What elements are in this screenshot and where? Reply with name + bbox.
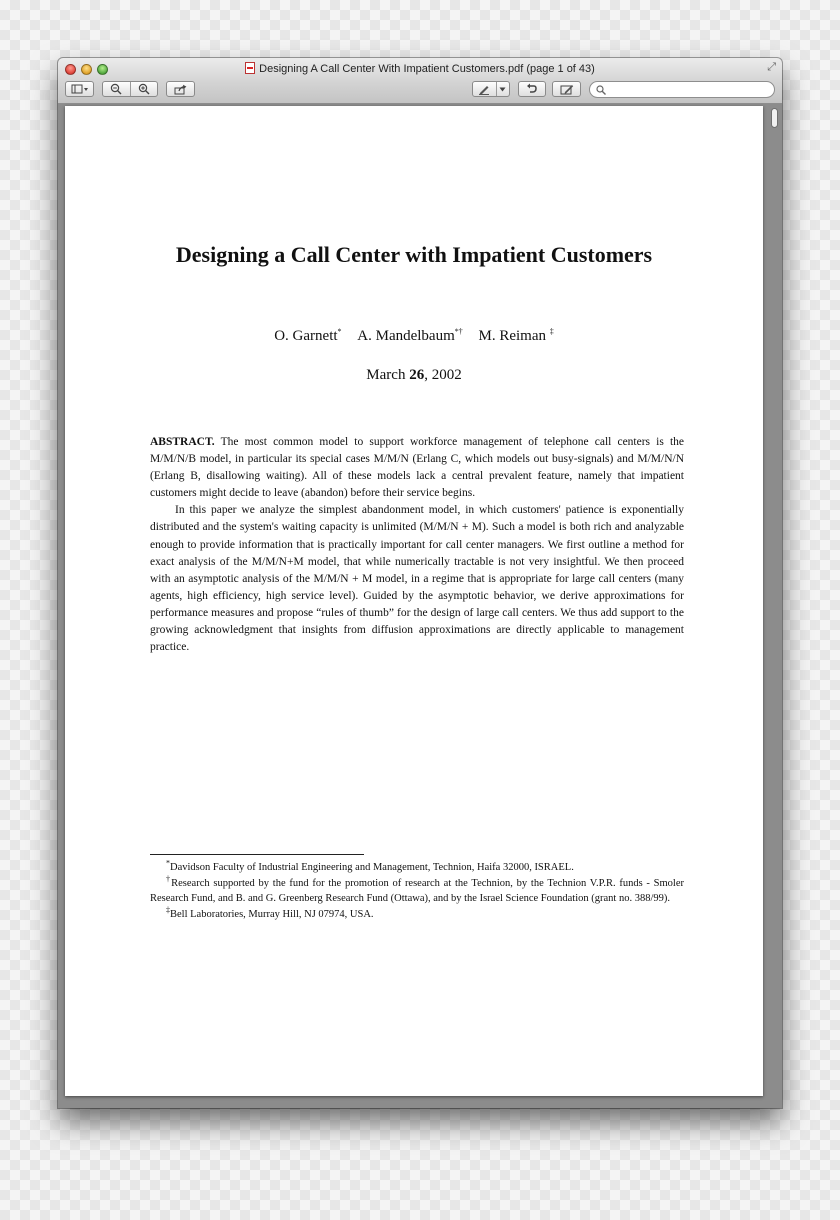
author-name: M. Reiman xyxy=(478,328,547,344)
footnote xyxy=(150,876,684,907)
sidebar-view-button[interactable] xyxy=(65,81,94,97)
annotate-button[interactable] xyxy=(472,81,510,97)
date-day: 26 xyxy=(409,367,425,383)
footnote-mark: † xyxy=(166,874,172,883)
footnotes xyxy=(150,860,684,922)
zoom-in-button[interactable] xyxy=(131,82,158,96)
annotate-pen[interactable] xyxy=(473,82,496,96)
abstract xyxy=(150,434,684,656)
abstract-paragraph xyxy=(150,434,684,502)
window-title: Designing A Call Center With Impatient Customers.pdf (page 1 of 43) xyxy=(259,63,595,75)
document-date: March 26, 2002 xyxy=(366,367,462,383)
footnote xyxy=(150,860,684,876)
zoom-out-icon xyxy=(110,83,122,95)
footnote-text: Research supported by the fund for the promotion of research at the Technion, by the Technion V.P.R. funds - Smoler Research Fund, and B. and G. Greenberg Research Fund (Ottawa), and by the Israel Science Foundation (grant no. 388/99). xyxy=(150,877,685,904)
footnote-text: Bell Laboratories, Murray Hill, NJ 07974, USA. xyxy=(170,908,374,920)
search-icon xyxy=(596,85,606,95)
footnote-mark: ‡ xyxy=(166,905,170,914)
zoom-in-icon xyxy=(138,83,150,95)
author-mark: ‡ xyxy=(549,327,554,336)
pen-icon xyxy=(478,84,490,95)
search-input[interactable] xyxy=(609,84,769,95)
abstract-paragraph: In this paper we analyze the simplest abandonment model, in which customers' patience is exponentially distributed and the system's waiting capacity is unlimited (M/M/N + M). Such a model is both rich and analyzable enough to provide information that is practically important for call center managers. We first outline a method for exact analysis of the M/M/N+M model, that while numerically tractable is not very insightful. We then proceed with an asymptotic analysis of the M/M/N + M model, in a regime that is appropriate for large call centers (many agents, high efficiency, high service level). Guided by the asymptotic behavior, we derive approximations for performance measures and propose “rules of thumb” for the design of large call centers. We thus add support to the growing acknowledgment that insights from diffusion approximations are directly applicable to management practice. xyxy=(150,504,684,654)
fullscreen-icon[interactable]: ⤢ xyxy=(767,61,776,73)
vertical-scrollbar[interactable] xyxy=(769,104,780,1108)
share-icon xyxy=(174,84,187,95)
edit-toolbar-button[interactable] xyxy=(552,81,581,97)
footnote-rule xyxy=(150,854,364,855)
pdf-file-icon xyxy=(245,62,255,74)
author-name: O. Garnett xyxy=(274,328,338,344)
annotate-menu[interactable] xyxy=(497,82,509,96)
chevron-down-icon xyxy=(499,87,506,92)
footnote xyxy=(150,907,684,923)
preview-window xyxy=(58,58,782,1108)
scrollbar-thumb[interactable] xyxy=(771,108,778,128)
rotate-icon xyxy=(526,83,538,95)
author-mark: * xyxy=(337,327,342,336)
date-month: March xyxy=(366,367,406,383)
document-view[interactable] xyxy=(58,104,782,1108)
zoom-out-button[interactable] xyxy=(103,82,130,96)
window-title-wrap xyxy=(58,62,782,75)
footnote-text: Davidson Faculty of Industrial Engineering and Management, Technion, Haifa 32000, ISRAEL. xyxy=(170,862,574,873)
edit-icon xyxy=(560,84,574,95)
document-title: Designing a Call Center with Impatient Customers xyxy=(175,242,653,267)
author-name: A. Mandelbaum xyxy=(357,328,455,344)
author-mark: *† xyxy=(454,327,463,336)
author xyxy=(357,328,462,344)
zoom-button-group xyxy=(102,81,158,97)
share-button[interactable] xyxy=(166,81,195,97)
rotate-button[interactable] xyxy=(518,81,546,97)
title-bar[interactable] xyxy=(58,58,782,104)
author-list xyxy=(65,328,763,345)
pdf-page xyxy=(65,106,763,1096)
author xyxy=(274,328,341,344)
author xyxy=(479,328,554,344)
footnote-mark: * xyxy=(166,858,170,868)
abstract-label: ABSTRACT. xyxy=(150,436,215,448)
search-field[interactable] xyxy=(589,81,775,98)
date-year: 2002 xyxy=(431,367,462,383)
sidebar-icon xyxy=(71,84,89,94)
abstract-text: The most common model to support workforce management of telephone call centers is the M/M/N/B model, in particular its special cases M/M/N (Erlang C, which models out busy-signals) and M/M/N/N (Erlang B, disallowing waiting). All of these models lack a central prevalent feature, namely that impatient customers might decide to leave (abandon) before their service begins. xyxy=(150,436,684,500)
